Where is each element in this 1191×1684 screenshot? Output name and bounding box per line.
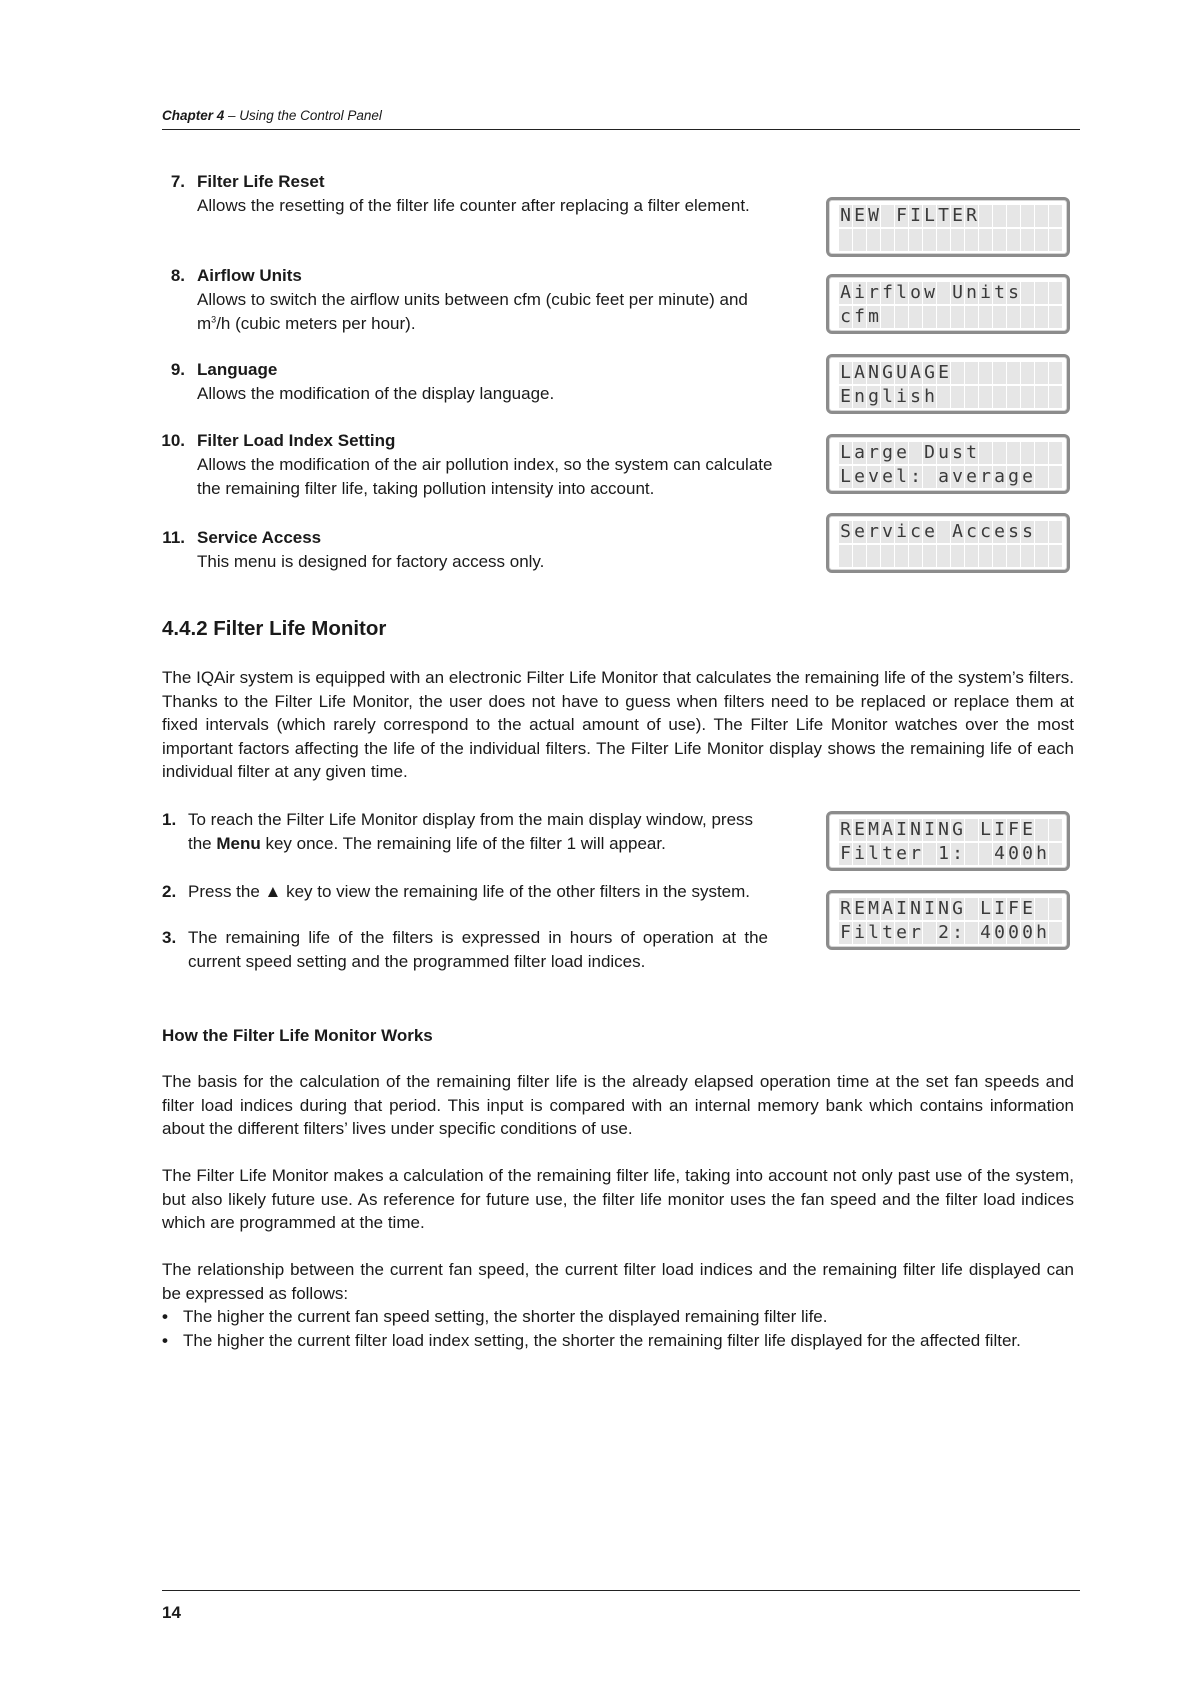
header-separator: –: [224, 108, 240, 123]
bullet-item: [162, 1305, 1082, 1329]
lcd-cell: [965, 362, 979, 384]
desc-part: Allows to switch the airflow units between cfm (cubic feet per minute) and m: [197, 290, 748, 333]
lcd-cell: [923, 545, 937, 567]
lcd-cell: [1035, 282, 1049, 304]
lcd-cell: [937, 229, 951, 251]
lcd-line-2: [839, 922, 1063, 944]
lcd-cell: [895, 306, 909, 328]
lcd-cell: 1: [937, 843, 951, 865]
lcd-cell: [1021, 205, 1035, 227]
item-number: 10.: [161, 431, 185, 450]
lcd-cell: [1049, 922, 1063, 944]
lcd-cell: W: [867, 205, 881, 227]
lcd-cell: [993, 229, 1007, 251]
page-number: 14: [162, 1603, 181, 1622]
lcd-cell: [1049, 282, 1063, 304]
lcd-cell: F: [1007, 898, 1021, 920]
lcd-cell: F: [1007, 819, 1021, 841]
page-footer: [162, 1590, 1080, 1623]
lcd-cell: a: [993, 466, 1007, 488]
step-text-part: To reach the Filter Life Monitor display from the main display window, press the: [188, 810, 754, 853]
lcd-cell: [1049, 229, 1063, 251]
lcd-cell: t: [965, 442, 979, 464]
lcd-cell: N: [909, 898, 923, 920]
lcd-cell: [1035, 466, 1049, 488]
lcd-cell: [993, 386, 1007, 408]
lcd-cell: e: [853, 466, 867, 488]
lcd-cell: [1021, 362, 1035, 384]
lcd-cell: f: [853, 306, 867, 328]
lcd-cell: S: [839, 521, 853, 543]
lcd-cell: l: [895, 466, 909, 488]
menu-key-label: Menu: [216, 834, 261, 853]
lcd-cell: A: [881, 898, 895, 920]
lcd-cell: [965, 306, 979, 328]
lcd-cell: [1035, 545, 1049, 567]
lcd-line-2: [839, 306, 1063, 328]
bullet-text: The higher the current fan speed setting, the shorter the displayed remaining filter life.: [183, 1307, 828, 1326]
lcd-cell: [1049, 819, 1063, 841]
item-number: 9.: [170, 360, 185, 379]
lcd-cell: 0: [1007, 922, 1021, 944]
lcd-cell: L: [839, 442, 853, 464]
lcd-cell: e: [881, 466, 895, 488]
lcd-cell: m: [867, 306, 881, 328]
lcd-cell: I: [895, 819, 909, 841]
lcd-cell: [839, 229, 853, 251]
lcd-cell: v: [867, 466, 881, 488]
lcd-cell: n: [853, 386, 867, 408]
lcd-display: [826, 434, 1070, 494]
lcd-cell: t: [881, 922, 895, 944]
lcd-cell: [937, 306, 951, 328]
lcd-cell: c: [839, 306, 853, 328]
item-description: This menu is designed for factory access only.: [197, 552, 545, 571]
lcd-cell: [951, 229, 965, 251]
step-text-part: key once. The remaining life of the filter 1 will appear.: [260, 834, 666, 853]
lcd-cell: [839, 545, 853, 567]
lcd-cell: [1049, 205, 1063, 227]
lcd-cell: 4: [979, 922, 993, 944]
chapter-label: Chapter 4: [162, 108, 225, 123]
lcd-cell: r: [867, 521, 881, 543]
lcd-cell: [965, 386, 979, 408]
lcd-cell: R: [965, 205, 979, 227]
lcd-cell: [923, 229, 937, 251]
lcd-cell: E: [853, 819, 867, 841]
lcd-cell: T: [937, 205, 951, 227]
lcd-cell: t: [993, 282, 1007, 304]
lcd-cell: [993, 442, 1007, 464]
lcd-cell: [951, 545, 965, 567]
lcd-cell: A: [909, 362, 923, 384]
lcd-cell: L: [979, 819, 993, 841]
lcd-cell: u: [937, 442, 951, 464]
lcd-line-2: [839, 843, 1063, 865]
lcd-cell: N: [937, 898, 951, 920]
lcd-cell: A: [853, 362, 867, 384]
lcd-cell: h: [923, 386, 937, 408]
lcd-cell: [923, 466, 937, 488]
lcd-cell: e: [965, 466, 979, 488]
lcd-cell: [979, 362, 993, 384]
lcd-cell: [881, 545, 895, 567]
subsection-heading: How the Filter Life Monitor Works: [162, 1026, 433, 1045]
lcd-cell: I: [993, 898, 1007, 920]
lcd-cell: r: [909, 843, 923, 865]
lcd-cell: [937, 282, 951, 304]
lcd-cell: F: [839, 843, 853, 865]
lcd-cell: N: [867, 362, 881, 384]
lcd-line-1: [839, 205, 1063, 227]
lcd-line-2: [839, 466, 1063, 488]
bullet-text: The higher the current filter load index setting, the shorter the remaining filter life displayed for the affected filter.: [183, 1331, 1021, 1350]
lcd-cell: w: [923, 282, 937, 304]
lcd-cell: [993, 362, 1007, 384]
lcd-cell: s: [1007, 521, 1021, 543]
lcd-cell: I: [895, 898, 909, 920]
lcd-cell: E: [937, 362, 951, 384]
lcd-cell: [1035, 306, 1049, 328]
lcd-display: [826, 274, 1070, 334]
lcd-cell: [1035, 205, 1049, 227]
lcd-cell: [867, 545, 881, 567]
lcd-cell: :: [951, 843, 965, 865]
lcd-cell: [1021, 229, 1035, 251]
item-description: Allows the modification of the display language.: [197, 384, 555, 403]
lcd-cell: I: [909, 205, 923, 227]
lcd-cell: c: [979, 521, 993, 543]
lcd-cell: [923, 922, 937, 944]
lcd-cell: [1021, 282, 1035, 304]
page-header: [162, 108, 1080, 130]
bullet-dot: •: [162, 1307, 168, 1326]
lcd-cell: l: [867, 922, 881, 944]
lcd-cell: M: [867, 898, 881, 920]
lcd-cell: U: [895, 362, 909, 384]
lcd-cell: N: [909, 819, 923, 841]
lcd-cell: i: [895, 521, 909, 543]
lcd-cell: [1049, 386, 1063, 408]
lcd-cell: [1021, 306, 1035, 328]
lcd-cell: E: [839, 386, 853, 408]
lcd-cell: l: [881, 386, 895, 408]
lcd-cell: 2: [937, 922, 951, 944]
lcd-cell: l: [895, 282, 909, 304]
lcd-line-1: [839, 819, 1063, 841]
lcd-cell: [1007, 205, 1021, 227]
lcd-line-2: [839, 386, 1063, 408]
lcd-cell: [909, 306, 923, 328]
lcd-cell: [979, 545, 993, 567]
lcd-cell: M: [867, 819, 881, 841]
section-heading: 4.4.2 Filter Life Monitor: [162, 617, 387, 640]
lcd-cell: L: [923, 205, 937, 227]
desc-part: /h (cubic meters per hour).: [216, 314, 416, 333]
lcd-display: [826, 513, 1070, 573]
lcd-cell: A: [881, 819, 895, 841]
lcd-cell: h: [1035, 922, 1049, 944]
lcd-cell: r: [867, 442, 881, 464]
lcd-line-1: [839, 282, 1063, 304]
lcd-line-2: [839, 229, 1063, 251]
lcd-cell: [951, 362, 965, 384]
step-number: 2.: [162, 882, 177, 901]
lcd-cell: [1049, 521, 1063, 543]
lcd-cell: [993, 205, 1007, 227]
lcd-cell: [1035, 898, 1049, 920]
lcd-cell: g: [1007, 466, 1021, 488]
menu-item-language: [157, 358, 777, 406]
step-text: The remaining life of the filters is expressed in hours of operation at the current speed setting and the programmed filter load indices.: [188, 928, 768, 971]
menu-item-service-access: [157, 526, 777, 574]
lcd-cell: [965, 922, 979, 944]
lcd-cell: [923, 843, 937, 865]
item-description: Allows the modification of the air pollution index, so the system can calculate the remaining filter life, taking pollution intensity into account.: [197, 455, 773, 498]
menu-item-filter-load-index: [157, 429, 777, 501]
menu-item-airflow-units: [157, 264, 777, 336]
step-item: [162, 880, 802, 904]
lcd-cell: e: [993, 521, 1007, 543]
lcd-cell: L: [979, 898, 993, 920]
lcd-cell: G: [923, 362, 937, 384]
lcd-cell: [1035, 819, 1049, 841]
lcd-cell: e: [895, 922, 909, 944]
lcd-display: [826, 197, 1070, 257]
lcd-cell: s: [1021, 521, 1035, 543]
lcd-cell: [1007, 362, 1021, 384]
lcd-cell: [1035, 521, 1049, 543]
lcd-cell: e: [895, 442, 909, 464]
lcd-cell: [937, 545, 951, 567]
lcd-cell: [895, 545, 909, 567]
lcd-cell: o: [909, 282, 923, 304]
lcd-cell: [979, 229, 993, 251]
lcd-line-1: [839, 442, 1063, 464]
lcd-cell: g: [867, 386, 881, 408]
lcd-cell: E: [853, 898, 867, 920]
lcd-cell: r: [909, 922, 923, 944]
body-paragraph: The basis for the calculation of the remaining filter life is the already elapsed operation time at the set fan speeds and filter load indices during that period. This input is compared with an internal memory bank which contains information about the different filters’ lives under specific conditions of use.: [162, 1072, 1074, 1138]
lcd-cell: n: [965, 282, 979, 304]
lcd-cell: [1007, 306, 1021, 328]
lcd-cell: [937, 386, 951, 408]
lcd-cell: [1007, 545, 1021, 567]
lcd-cell: E: [1021, 898, 1035, 920]
bullet-dot: •: [162, 1331, 168, 1350]
chapter-title: Using the Control Panel: [239, 108, 382, 123]
lcd-cell: I: [923, 898, 937, 920]
lcd-cell: f: [881, 282, 895, 304]
lcd-cell: I: [923, 819, 937, 841]
lcd-cell: :: [951, 922, 965, 944]
item-title: Airflow Units: [197, 266, 302, 285]
superscript: 3: [211, 314, 217, 325]
lcd-cell: E: [1021, 819, 1035, 841]
step-text: [188, 808, 772, 856]
lcd-cell: R: [839, 819, 853, 841]
lcd-cell: G: [951, 819, 965, 841]
lcd-cell: 0: [1021, 843, 1035, 865]
lcd-cell: [1049, 466, 1063, 488]
lcd-cell: [1035, 442, 1049, 464]
lcd-cell: [1049, 442, 1063, 464]
lcd-cell: s: [1007, 282, 1021, 304]
lcd-cell: A: [839, 282, 853, 304]
lcd-cell: [1049, 898, 1063, 920]
lcd-cell: [1007, 442, 1021, 464]
lcd-cell: [965, 545, 979, 567]
lcd-cell: [1021, 386, 1035, 408]
lcd-cell: [937, 521, 951, 543]
lcd-cell: [1049, 306, 1063, 328]
item-number: 7.: [170, 172, 185, 191]
step-number: 1.: [162, 810, 177, 829]
item-number: 8.: [170, 266, 185, 285]
item-title: Filter Load Index Setting: [197, 431, 396, 450]
lcd-cell: e: [895, 843, 909, 865]
lcd-cell: [979, 205, 993, 227]
lcd-cell: 4: [993, 843, 1007, 865]
lcd-cell: e: [923, 521, 937, 543]
lcd-cell: [993, 306, 1007, 328]
lcd-cell: h: [1035, 843, 1049, 865]
lcd-cell: E: [951, 205, 965, 227]
lcd-cell: G: [881, 362, 895, 384]
lcd-cell: [881, 229, 895, 251]
lcd-cell: c: [965, 521, 979, 543]
lcd-cell: a: [937, 466, 951, 488]
lcd-cell: D: [923, 442, 937, 464]
lcd-cell: v: [951, 466, 965, 488]
lcd-cell: l: [867, 843, 881, 865]
lcd-cell: 0: [993, 922, 1007, 944]
lcd-cell: i: [979, 282, 993, 304]
lcd-cell: e: [853, 521, 867, 543]
item-title: Filter Life Reset: [197, 172, 325, 191]
lcd-cell: [895, 229, 909, 251]
bullet-item: [162, 1329, 1082, 1353]
item-description: [197, 288, 777, 336]
lcd-cell: [1021, 545, 1035, 567]
lcd-cell: L: [839, 362, 853, 384]
lcd-cell: i: [853, 922, 867, 944]
lcd-cell: [965, 843, 979, 865]
lcd-line-1: [839, 521, 1063, 543]
lcd-cell: [965, 819, 979, 841]
lcd-cell: 0: [1007, 843, 1021, 865]
lcd-cell: [1049, 362, 1063, 384]
lcd-cell: [979, 306, 993, 328]
lcd-cell: g: [881, 442, 895, 464]
lcd-cell: c: [909, 521, 923, 543]
lcd-cell: 0: [1021, 922, 1035, 944]
lcd-cell: [1049, 843, 1063, 865]
lcd-cell: [909, 442, 923, 464]
lcd-cell: [965, 229, 979, 251]
item-number: 11.: [162, 528, 185, 547]
lcd-cell: [993, 545, 1007, 567]
lcd-cell: [1035, 229, 1049, 251]
lcd-cell: s: [909, 386, 923, 408]
lcd-cell: [951, 386, 965, 408]
lcd-cell: i: [853, 843, 867, 865]
lcd-display: [826, 354, 1070, 414]
lcd-cell: [1049, 545, 1063, 567]
lcd-cell: t: [881, 843, 895, 865]
lcd-cell: R: [839, 898, 853, 920]
lcd-cell: [867, 229, 881, 251]
lcd-cell: a: [853, 442, 867, 464]
lcd-cell: U: [951, 282, 965, 304]
lcd-cell: F: [895, 205, 909, 227]
item-title: Language: [197, 360, 278, 379]
lcd-cell: i: [895, 386, 909, 408]
body-paragraph: The relationship between the current fan speed, the current filter load indices and the remaining filter life displayed can be expressed as follows:: [162, 1260, 1074, 1303]
lcd-cell: [853, 229, 867, 251]
lcd-cell: [951, 306, 965, 328]
lcd-cell: [881, 205, 895, 227]
lcd-cell: L: [839, 466, 853, 488]
lcd-cell: N: [937, 819, 951, 841]
step-item: [162, 926, 768, 974]
lcd-cell: [923, 306, 937, 328]
lcd-cell: v: [881, 521, 895, 543]
item-description: Allows the resetting of the filter life counter after replacing a filter element.: [197, 196, 750, 215]
item-title: Service Access: [197, 528, 322, 547]
lcd-cell: [1021, 442, 1035, 464]
lcd-line-1: [839, 362, 1063, 384]
lcd-cell: E: [853, 205, 867, 227]
body-paragraph: The Filter Life Monitor makes a calculation of the remaining filter life, taking into account not only past use of the system, but also likely future use. As reference for future use, the filter life monitor uses the fan speed and the filter load indices which are programmed at the time.: [162, 1166, 1074, 1232]
lcd-cell: N: [839, 205, 853, 227]
lcd-cell: G: [951, 898, 965, 920]
lcd-cell: [1035, 362, 1049, 384]
lcd-cell: A: [951, 521, 965, 543]
lcd-display: [826, 890, 1070, 950]
lcd-cell: [909, 545, 923, 567]
lcd-cell: e: [1021, 466, 1035, 488]
menu-item-filter-life-reset: [157, 170, 777, 218]
lcd-line-2: [839, 545, 1063, 567]
lcd-cell: [1035, 386, 1049, 408]
lcd-cell: i: [853, 282, 867, 304]
lcd-cell: I: [993, 819, 1007, 841]
lcd-cell: [853, 545, 867, 567]
lcd-cell: :: [909, 466, 923, 488]
lcd-cell: [979, 442, 993, 464]
lcd-cell: [909, 229, 923, 251]
intro-paragraph: The IQAir system is equipped with an electronic Filter Life Monitor that calculates the remaining life of the system’s filters. Thanks to the Filter Life Monitor, the user does not have to guess when filters need to be replaced or replace them at fixed intervals (which rarely correspond to the actual amount of use). The Filter Life Monitor watches over the most important factors affecting the life of the individual filters. The Filter Life Monitor display shows the remaining life of each individual filter at any given time.: [162, 668, 1074, 781]
lcd-cell: r: [867, 282, 881, 304]
lcd-cell: [1007, 386, 1021, 408]
lcd-cell: [979, 386, 993, 408]
step-text: Press the ▲ key to view the remaining life of the other filters in the system.: [188, 882, 751, 901]
step-number: 3.: [162, 928, 177, 947]
lcd-cell: s: [951, 442, 965, 464]
lcd-display: [826, 811, 1070, 871]
lcd-cell: [1007, 229, 1021, 251]
lcd-cell: [979, 843, 993, 865]
lcd-cell: [965, 898, 979, 920]
lcd-cell: [881, 306, 895, 328]
lcd-cell: r: [979, 466, 993, 488]
step-item: [162, 808, 772, 856]
lcd-line-1: [839, 898, 1063, 920]
lcd-cell: F: [839, 922, 853, 944]
